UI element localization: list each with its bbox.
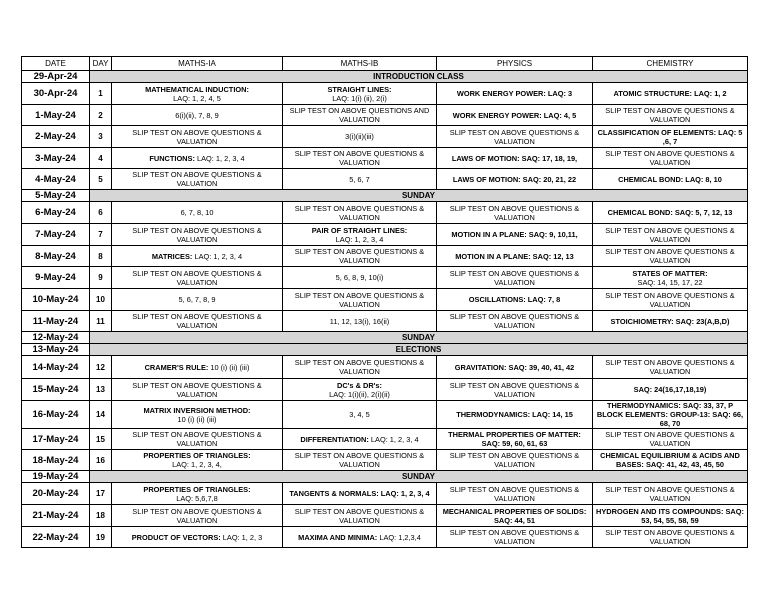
chemistry-cell xyxy=(593,429,748,450)
day-cell: 10 xyxy=(90,289,112,311)
question-text: 10 (i) (ii) (iii) xyxy=(210,362,250,372)
question-text: SLIP TEST ON ABOVE QUESTIONS & VALUATION xyxy=(605,430,735,448)
maths-ib-cell xyxy=(283,450,437,471)
maths-ib-cell xyxy=(283,224,437,246)
physics-cell xyxy=(437,311,593,332)
table-row xyxy=(22,267,748,289)
chemistry-cell xyxy=(593,126,748,148)
date-cell: 17-May-24 xyxy=(22,429,90,450)
physics-cell xyxy=(437,401,593,429)
maths-ib-cell xyxy=(283,105,437,126)
question-text: 5, 6, 7, 8, 9 xyxy=(178,295,216,304)
question-text: 5, 6, 8, 9, 10(i) xyxy=(335,273,384,282)
question-text: LAQ: 1(i)(ii), 2(i)(ii) xyxy=(329,389,390,399)
maths-ib-cell xyxy=(283,527,437,548)
maths-ia-cell xyxy=(112,401,283,429)
day-cell: 8 xyxy=(90,246,112,267)
date-cell: 20-May-24 xyxy=(22,483,90,505)
date-cell: 29-Apr-24 xyxy=(22,71,90,83)
table-row xyxy=(22,289,748,311)
question-text: LAQ: 1, 2, 3, 4 xyxy=(370,434,419,444)
day-cell: 13 xyxy=(90,379,112,401)
day-cell: 9 xyxy=(90,267,112,289)
header-chemistry: CHEMISTRY xyxy=(593,57,748,71)
table-row-special xyxy=(22,332,748,344)
table-row xyxy=(22,429,748,450)
topic-label: WORK ENERGY POWER: LAQ: 4, 5 xyxy=(452,110,577,120)
topic-label: STATES OF MATTER: xyxy=(632,268,708,278)
chemistry-cell xyxy=(593,105,748,126)
table-row xyxy=(22,224,748,246)
maths-ia-cell xyxy=(112,311,283,332)
question-text: SLIP TEST ON ABOVE QUESTIONS & VALUATION xyxy=(132,380,262,399)
chemistry-cell xyxy=(593,483,748,505)
table-row xyxy=(22,202,748,224)
maths-ib-cell xyxy=(283,429,437,450)
day-cell: 16 xyxy=(90,450,112,471)
header-physics: PHYSICS xyxy=(437,57,593,71)
question-text: 10 (i) (ii) (iii) xyxy=(177,414,217,424)
topic-label: WORK ENERGY POWER: LAQ: 3 xyxy=(456,89,573,98)
date-cell: 5-May-24 xyxy=(22,190,90,202)
question-text: SLIP TEST ON ABOVE QUESTIONS & VALUATION xyxy=(132,225,262,244)
question-text: SLIP TEST ON ABOVE QUESTIONS & VALUATION xyxy=(132,312,262,330)
question-text: LAQ: 5,6,7,8 xyxy=(176,493,218,503)
header-maths-ib: MATHS-IB xyxy=(283,57,437,71)
question-text: SLIP TEST ON ABOVE QUESTIONS & VALUATION xyxy=(132,170,262,188)
question-text: SLIP TEST ON ABOVE QUESTIONS & VALUATION xyxy=(449,268,580,287)
day-cell: 4 xyxy=(90,148,112,169)
maths-ib-cell xyxy=(283,148,437,169)
physics-cell xyxy=(437,169,593,190)
physics-cell xyxy=(437,356,593,379)
chemistry-cell xyxy=(593,379,748,401)
table-row xyxy=(22,83,748,105)
header-day: DAY xyxy=(90,57,112,71)
maths-ia-cell xyxy=(112,267,283,289)
question-text: SLIP TEST ON ABOVE QUESTIONS & VALUATION xyxy=(449,484,580,503)
topic-label: STRAIGHT LINES: xyxy=(327,84,392,94)
maths-ia-cell xyxy=(112,83,283,105)
table-row xyxy=(22,527,748,548)
maths-ib-cell xyxy=(283,202,437,224)
topic-label: MATRIX INVERSION METHOD: xyxy=(143,405,251,415)
table-row xyxy=(22,311,748,332)
day-cell: 19 xyxy=(90,527,112,548)
chemistry-cell xyxy=(593,527,748,548)
question-text: SLIP TEST ON ABOVE QUESTIONS & VALUATION xyxy=(294,203,425,222)
physics-cell xyxy=(437,379,593,401)
question-text: SLIP TEST ON ABOVE QUESTIONS & VALUATION xyxy=(605,484,735,503)
chemistry-cell xyxy=(593,224,748,246)
question-text: SLIP TEST ON ABOVE QUESTIONS & VALUATION xyxy=(294,451,425,469)
maths-ib-cell xyxy=(283,246,437,267)
date-cell: 4-May-24 xyxy=(22,169,90,190)
date-cell: 30-Apr-24 xyxy=(22,83,90,105)
topic-label: PROPERTIES OF TRIANGLES: xyxy=(143,484,251,494)
table-row xyxy=(22,105,748,126)
topic-label: MATRICES: xyxy=(151,251,193,261)
date-cell: 12-May-24 xyxy=(22,332,90,344)
date-cell: 2-May-24 xyxy=(22,126,90,148)
question-text: SLIP TEST ON ABOVE QUESTIONS & VALUATION xyxy=(294,290,425,309)
question-text: SLIP TEST ON ABOVE QUESTIONS & VALUATION xyxy=(294,506,425,525)
question-text: SLIP TEST ON ABOVE QUESTIONS & VALUATION xyxy=(449,203,580,222)
span-label-cell: SUNDAY xyxy=(90,471,748,483)
topic-label: MECHANICAL PROPERTIES OF SOLIDS: SAQ: 44, 51 xyxy=(442,506,587,525)
topic-label: MAXIMA AND MINIMA: xyxy=(298,532,378,542)
maths-ia-cell xyxy=(112,105,283,126)
table-row xyxy=(22,379,748,401)
topic-label: CHEMICAL BOND: LAQ: 8, 10 xyxy=(618,174,722,184)
question-text: 3, 4, 5 xyxy=(349,410,370,419)
maths-ia-cell xyxy=(112,202,283,224)
maths-ib-cell xyxy=(283,126,437,148)
chemistry-cell xyxy=(593,169,748,190)
date-cell: 13-May-24 xyxy=(22,344,90,356)
question-text: SLIP TEST ON ABOVE QUESTIONS AND VALUATION xyxy=(289,106,430,124)
chemistry-cell xyxy=(593,246,748,267)
question-text: LAQ: 1, 2, 3, 4, xyxy=(172,460,222,469)
chemistry-cell xyxy=(593,148,748,169)
maths-ib-cell xyxy=(283,311,437,332)
physics-cell xyxy=(437,246,593,267)
question-text: SLIP TEST ON ABOVE QUESTIONS & VALUATION xyxy=(449,312,580,330)
topic-label: THERMODYNAMICS: SAQ: 33, 37, P BLOCK ELEMENTS: GROUP-13: SAQ: 66, 68, 70 xyxy=(596,401,744,428)
maths-ia-cell xyxy=(112,169,283,190)
topic-label: CLASSIFICATION OF ELEMENTS: LAQ: 5 ,6, 7 xyxy=(597,127,743,146)
topic-label: CHEMICAL BOND: SAQ: 5, 7, 12, 13 xyxy=(607,208,733,217)
day-cell: 11 xyxy=(90,311,112,332)
date-cell: 6-May-24 xyxy=(22,202,90,224)
chemistry-cell xyxy=(593,401,748,429)
question-text: 3(i)(ii)(iii) xyxy=(345,132,374,141)
day-cell: 6 xyxy=(90,202,112,224)
table-row xyxy=(22,148,748,169)
maths-ia-cell xyxy=(112,450,283,471)
day-cell: 1 xyxy=(90,83,112,105)
maths-ia-cell xyxy=(112,356,283,379)
chemistry-cell xyxy=(593,267,748,289)
span-label-cell: SUNDAY xyxy=(90,190,748,202)
table-row xyxy=(22,505,748,527)
table-row xyxy=(22,401,748,429)
maths-ib-cell xyxy=(283,356,437,379)
table-row xyxy=(22,483,748,505)
date-cell: 8-May-24 xyxy=(22,246,90,267)
topic-label: FUNCTIONS: xyxy=(149,153,195,163)
topic-label: THERMAL PROPERTIES OF MATTER: SAQ: 59, 60, 61, 63 xyxy=(448,430,581,448)
question-text: 6(i)(ii), 7, 8, 9 xyxy=(175,110,219,120)
table-row-special xyxy=(22,190,748,202)
table-row xyxy=(22,246,748,267)
maths-ia-cell xyxy=(112,483,283,505)
day-cell: 17 xyxy=(90,483,112,505)
chemistry-cell xyxy=(593,356,748,379)
question-text: 5, 6, 7 xyxy=(349,174,370,184)
day-cell: 5 xyxy=(90,169,112,190)
date-cell: 16-May-24 xyxy=(22,401,90,429)
question-text: 11, 12, 13(i), 16(ii) xyxy=(329,316,390,326)
table-row-special xyxy=(22,71,748,83)
question-text: 6, 7, 8, 10 xyxy=(180,208,214,217)
chemistry-cell xyxy=(593,202,748,224)
physics-cell xyxy=(437,527,593,548)
topic-label: LAWS OF MOTION: SAQ: 17, 18, 19, xyxy=(451,153,578,163)
header-maths-ia: MATHS-IA xyxy=(112,57,283,71)
question-text: SLIP TEST ON ABOVE QUESTIONS & VALUATION xyxy=(605,225,735,244)
maths-ia-cell xyxy=(112,126,283,148)
question-text: SLIP TEST ON ABOVE QUESTIONS & VALUATION xyxy=(294,358,425,376)
date-cell: 1-May-24 xyxy=(22,105,90,126)
question-text: SLIP TEST ON ABOVE QUESTIONS & VALUATION xyxy=(605,247,735,265)
topic-label: TANGENTS & NORMALS: LAQ: 1, 2, 3, 4 xyxy=(289,489,430,498)
maths-ia-cell xyxy=(112,527,283,548)
maths-ib-cell xyxy=(283,379,437,401)
topic-label: CRAMER'S RULE: xyxy=(144,362,209,372)
chemistry-cell xyxy=(593,505,748,527)
physics-cell xyxy=(437,83,593,105)
table-row xyxy=(22,450,748,471)
topic-label: CHEMICAL EQUILIBRIUM & ACIDS AND BASES: SAQ: 41, 42, 43, 45, 50 xyxy=(600,451,740,469)
date-cell: 11-May-24 xyxy=(22,311,90,332)
physics-cell xyxy=(437,267,593,289)
span-label-cell: INTRODUCTION CLASS xyxy=(90,71,748,83)
question-text: SLIP TEST ON ABOVE QUESTIONS & VALUATION xyxy=(449,528,580,546)
question-text: SLIP TEST ON ABOVE QUESTIONS & VALUATION xyxy=(294,149,425,167)
chemistry-cell xyxy=(593,289,748,311)
physics-cell xyxy=(437,450,593,471)
header-row xyxy=(22,57,748,71)
maths-ia-cell xyxy=(112,429,283,450)
table-row xyxy=(22,356,748,379)
question-text: SLIP TEST ON ABOVE QUESTIONS & VALUATION xyxy=(605,358,735,376)
topic-label: LAWS OF MOTION: SAQ: 20, 21, 22 xyxy=(452,174,577,184)
maths-ib-cell xyxy=(283,505,437,527)
maths-ia-cell xyxy=(112,289,283,311)
date-cell: 21-May-24 xyxy=(22,505,90,527)
question-text: SLIP TEST ON ABOVE QUESTIONS & VALUATION xyxy=(132,506,262,525)
table-row-special xyxy=(22,344,748,356)
table-row xyxy=(22,126,748,148)
question-text: LAQ: 1, 2, 3 xyxy=(222,532,263,542)
date-cell: 10-May-24 xyxy=(22,289,90,311)
maths-ia-cell xyxy=(112,148,283,169)
question-text: LAQ: 1(i) (ii), 2(i) xyxy=(332,93,387,103)
question-text: SLIP TEST ON ABOVE QUESTIONS & VALUATION xyxy=(132,268,262,287)
physics-cell xyxy=(437,202,593,224)
topic-label: PROPERTIES OF TRIANGLES: xyxy=(143,451,251,460)
question-text: LAQ: 1,2,3,4 xyxy=(379,532,421,542)
header-date: DATE xyxy=(22,57,90,71)
topic-label: PAIR OF STRAIGHT LINES: xyxy=(311,225,408,235)
question-text: LAQ: 1, 2, 3, 4 xyxy=(335,234,384,244)
topic-label: MOTION IN A PLANE: SAQ: 12, 13 xyxy=(455,251,574,261)
day-cell: 14 xyxy=(90,401,112,429)
schedule-table xyxy=(21,56,748,548)
question-text: SLIP TEST ON ABOVE QUESTIONS & VALUATION xyxy=(605,149,735,167)
topic-label: THERMODYNAMICS: LAQ: 14, 15 xyxy=(456,410,573,419)
physics-cell xyxy=(437,224,593,246)
date-cell: 9-May-24 xyxy=(22,267,90,289)
topic-label: MOTION IN A PLANE: SAQ: 9, 10,11, xyxy=(451,230,578,239)
question-text: SAQ: 14, 15, 17, 22 xyxy=(637,277,703,287)
topic-label: DC's & DR's: xyxy=(337,380,382,390)
physics-cell xyxy=(437,289,593,311)
question-text: SLIP TEST ON ABOVE QUESTIONS & VALUATION xyxy=(605,106,735,124)
question-text: SLIP TEST ON ABOVE QUESTIONS & VALUATION xyxy=(605,528,735,546)
date-cell: 14-May-24 xyxy=(22,356,90,379)
question-text: SLIP TEST ON ABOVE QUESTIONS & VALUATION xyxy=(132,430,262,448)
question-text: LAQ: 1, 2, 3, 4 xyxy=(194,251,243,261)
topic-label: OSCILLATIONS: LAQ: 7, 8 xyxy=(468,295,561,304)
maths-ia-cell xyxy=(112,505,283,527)
day-cell: 3 xyxy=(90,126,112,148)
date-cell: 3-May-24 xyxy=(22,148,90,169)
question-text: LAQ: 1, 2, 4, 5 xyxy=(173,93,221,103)
physics-cell xyxy=(437,483,593,505)
maths-ia-cell xyxy=(112,246,283,267)
date-cell: 19-May-24 xyxy=(22,471,90,483)
day-cell: 18 xyxy=(90,505,112,527)
span-label-cell: ELECTIONS xyxy=(90,344,748,356)
maths-ib-cell xyxy=(283,267,437,289)
question-text: SLIP TEST ON ABOVE QUESTIONS & VALUATION xyxy=(449,380,580,399)
day-cell: 2 xyxy=(90,105,112,126)
chemistry-cell xyxy=(593,311,748,332)
question-text: SLIP TEST ON ABOVE QUESTIONS & VALUATION xyxy=(132,127,262,146)
topic-label: SAQ: 24(16,17,18,19) xyxy=(633,385,707,394)
question-text: SLIP TEST ON ABOVE QUESTIONS & VALUATION xyxy=(294,247,425,265)
topic-label: MATHEMATICAL INDUCTION: xyxy=(145,84,249,94)
span-label-cell: SUNDAY xyxy=(90,332,748,344)
day-cell: 15 xyxy=(90,429,112,450)
question-text: SLIP TEST ON ABOVE QUESTIONS & VALUATION xyxy=(449,451,580,469)
table-row-special xyxy=(22,471,748,483)
maths-ib-cell xyxy=(283,289,437,311)
maths-ib-cell xyxy=(283,401,437,429)
physics-cell xyxy=(437,505,593,527)
maths-ib-cell xyxy=(283,83,437,105)
date-cell: 22-May-24 xyxy=(22,527,90,548)
physics-cell xyxy=(437,126,593,148)
date-cell: 15-May-24 xyxy=(22,379,90,401)
maths-ib-cell xyxy=(283,483,437,505)
topic-label: HYDROGEN AND ITS COMPOUNDS: SAQ: 53, 54, 55, 58, 59 xyxy=(596,506,744,525)
date-cell: 7-May-24 xyxy=(22,224,90,246)
chemistry-cell xyxy=(593,83,748,105)
table-row xyxy=(22,169,748,190)
maths-ia-cell xyxy=(112,224,283,246)
topic-label: PRODUCT OF VECTORS: xyxy=(131,532,221,542)
physics-cell xyxy=(437,148,593,169)
question-text: SLIP TEST ON ABOVE QUESTIONS & VALUATION xyxy=(449,127,580,146)
topic-label: ATOMIC STRUCTURE: LAQ: 1, 2 xyxy=(613,89,727,98)
chemistry-cell xyxy=(593,450,748,471)
day-cell: 12 xyxy=(90,356,112,379)
physics-cell xyxy=(437,429,593,450)
day-cell: 7 xyxy=(90,224,112,246)
question-text: LAQ: 1, 2, 3, 4 xyxy=(196,153,245,163)
question-text: SLIP TEST ON ABOVE QUESTIONS & VALUATION xyxy=(605,290,735,309)
topic-label: GRAVITATION: SAQ: 39, 40, 41, 42 xyxy=(454,362,575,372)
physics-cell xyxy=(437,105,593,126)
topic-label: STOICHIOMETRY: SAQ: 23(A,B,D) xyxy=(610,316,730,326)
maths-ib-cell xyxy=(283,169,437,190)
topic-label: DIFFERENTIATION: xyxy=(300,434,369,444)
date-cell: 18-May-24 xyxy=(22,450,90,471)
maths-ia-cell xyxy=(112,379,283,401)
